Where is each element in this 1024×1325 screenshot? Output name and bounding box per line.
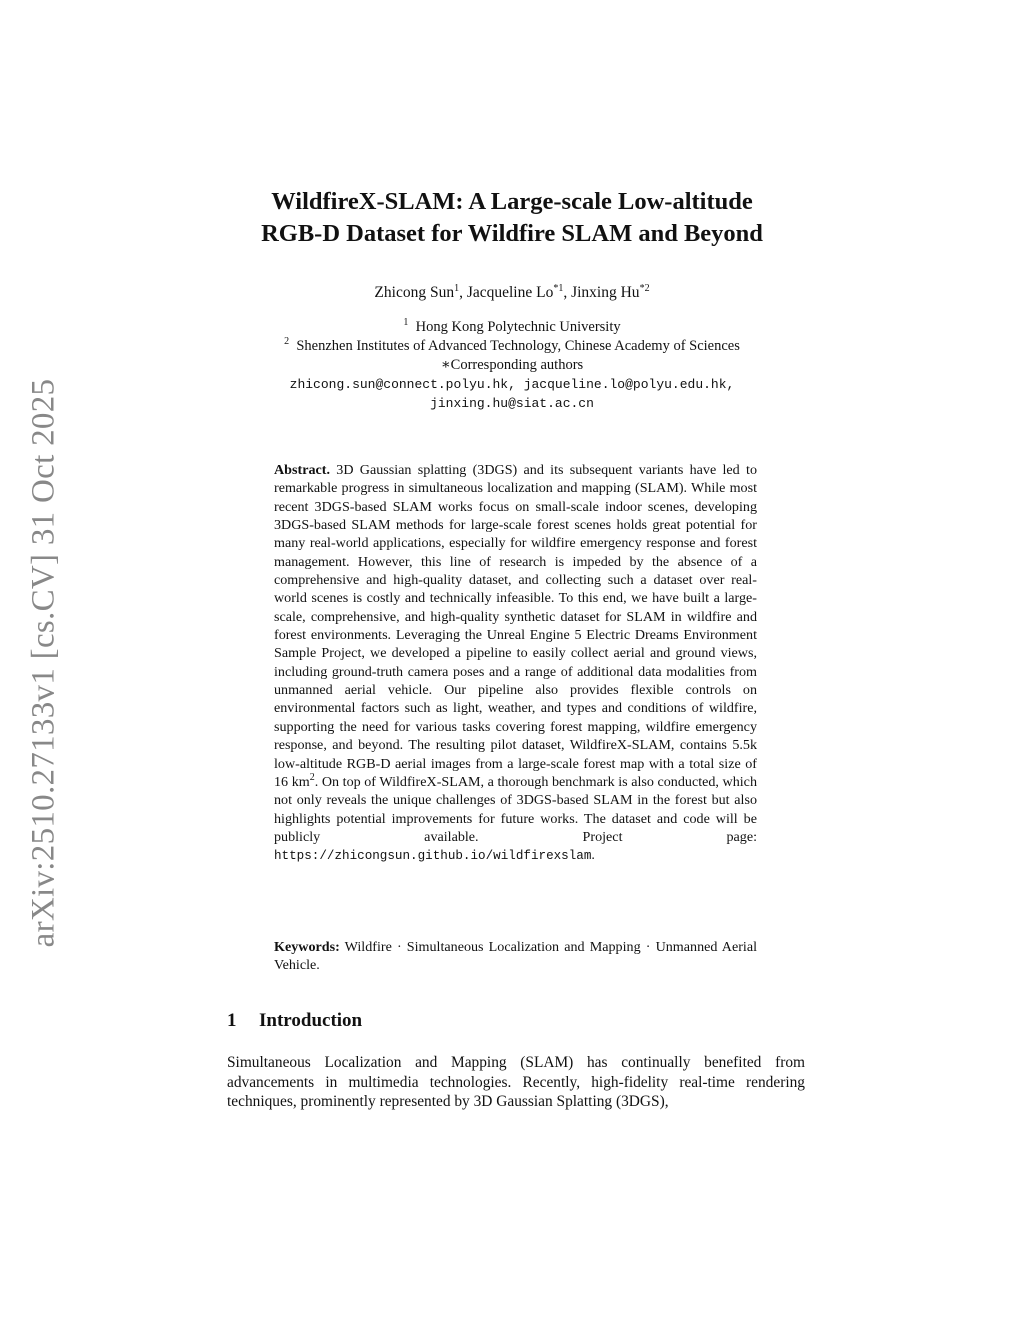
title-line-2: RGB-D Dataset for Wildfire SLAM and Beyond [261,220,763,247]
author-mark: *2 [639,283,650,294]
affiliation-name: Shenzhen Institutes of Advanced Technology, Chinese Academy of Sciences [296,338,740,354]
affiliation-mark: 1 [403,317,409,328]
corresponding-note: ∗Corresponding authors [440,357,584,373]
section-number: 1 [227,1010,237,1031]
affiliation-2 [180,337,844,356]
abstract-end: . [591,847,595,864]
author-mark: 1 [454,283,460,294]
email-line-1[interactable]: zhicong.sun@connect.polyu.hk, jacqueline.lo@polyu.edu.hk, [289,377,735,392]
author-separator: , [459,284,467,301]
arxiv-identifier-stamp: arXiv:2510.27133v1 [cs.CV] 31 Oct 2025 [25,378,62,948]
section-title: Introduction [259,1010,363,1031]
abstract-label: Abstract. [274,462,330,478]
title-line-1: WildfireX-SLAM: A Large-scale Low-altitude [271,188,753,215]
affiliation-name: Hong Kong Polytechnic University [415,319,621,335]
project-page-link[interactable]: https://zhicongsun.github.io/wildfirexslam [274,849,592,864]
affiliations-block [180,318,844,413]
author-separator: , [563,284,572,301]
email-line-2[interactable]: jinxing.hu@siat.ac.cn [430,396,594,411]
affiliation-1 [180,318,844,337]
keywords-text: Wildfire · Simultaneous Localization and Mapping · Unmanned Aerial Vehicle. [274,939,757,974]
affiliation-mark: 2 [284,336,290,347]
superscript-two: 2 [309,771,315,783]
author-name: Jacqueline Lo [466,284,554,301]
abstract-text: 3D Gaussian splatting (3DGS) and its subsequent variants have led to remarkable progress in simultaneous localization and mapping (SLAM). While most recent 3DGS-based SLAM works focus on small-scale indoor scenes, developing 3DGS-based SLAM methods for large-scale forest scenes holds great potential for many real-world applications, especially for wildfire emergency response and forest management. However, this line of research is impeded by the absence of a comprehensive and high-quality dataset, and collecting such a dataset over real-world scenes is costly and technically infeasible. To this end, we have built a large-scale, comprehensive, and high-quality synthetic dataset for SLAM in wildfire and forest environments. Leveraging the Unreal Engine 5 Electric Dreams Environment Sample Project, we developed a pipeline to easily collect aerial and ground views, including ground-truth camera poses and a range of additional data modalities from unmanned aerial vehicle. Our pipeline also provides flexible controls on environmental factors such as light, weather, and types and conditions of wildfire, supporting the need for various tasks covering forest mapping, wildfire emergency response, and beyond. The resulting pilot dataset, WildfireX-SLAM, contains 5.5k low-altitude RGB-D aerial images from a large-scale forest map with a total size of 16 km [274,462,757,790]
abstract [274,461,757,866]
author-list [180,284,844,302]
keywords-label: Keywords: [274,939,340,955]
author-name: Zhicong Sun [374,284,455,301]
author-mark: *1 [553,283,564,294]
introduction-paragraph: Simultaneous Localization and Mapping (SLAM) has continually benefited from advancements in multimedia technologies. Recently, high-fidelity real-time rendering techniques, prominently represented by 3D Gaussian Splatting (3DGS), [227,1054,805,1111]
abstract-text-continued: . On top of WildfireX-SLAM, a thorough benchmark is also conducted, which not only reveals the unique challenges of 3DGS-based SLAM in the forest but also highlights potential improvements for future works. The dataset and code will be publicly available. Project page: [274,773,757,845]
paper-title [180,186,844,250]
keywords [274,938,757,975]
section-heading [227,1010,362,1032]
author-name: Jinxing Hu [571,284,640,301]
